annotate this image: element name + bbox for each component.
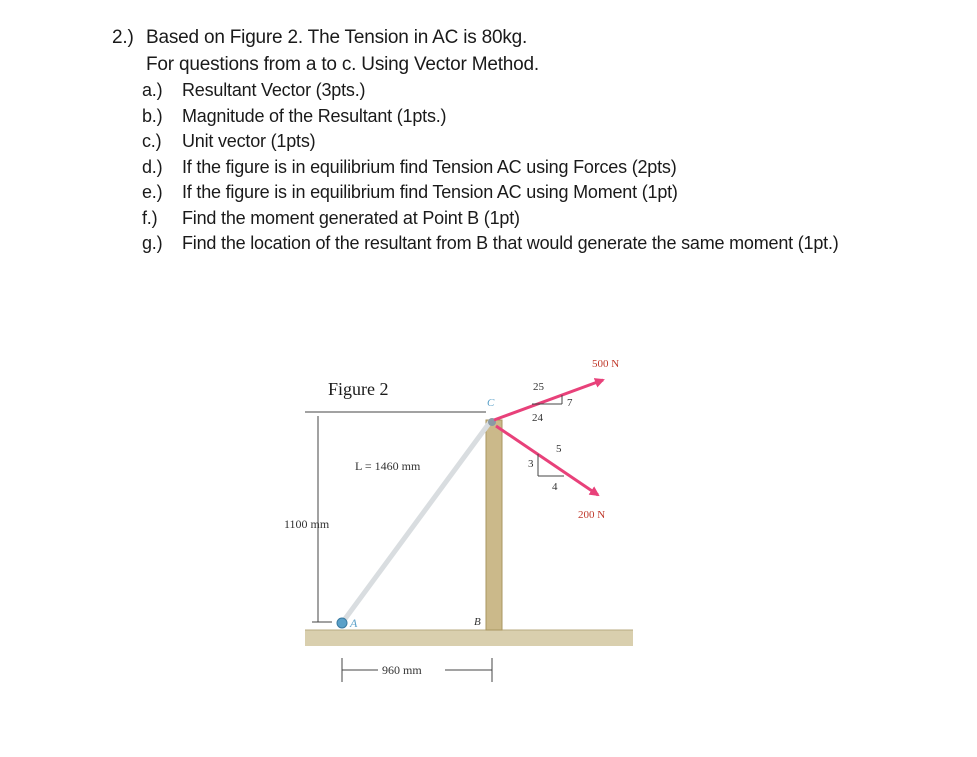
list-item [142,206,839,232]
item-label: b.) [142,105,163,126]
item-label: d.) [142,156,163,177]
slope-lower-horizontal-label: 4 [552,481,558,493]
point-b-label: B [474,616,481,628]
item-label: e.) [142,182,163,202]
slope-lower-hyp: 5 [556,443,562,455]
question-block [112,24,839,257]
length-label: L = 1460 mm [355,459,421,473]
question-header [112,24,839,51]
figure-diagram [270,340,670,710]
list-item [142,231,839,257]
force-500n-arrow [494,380,603,420]
item-text: Find the moment generated at Point B (1pt) [182,207,520,228]
figure-2 [270,340,670,710]
item-text: If the figure is in equilibrium find Tension AC using Forces (2pts) [182,156,677,177]
ground [305,630,633,646]
figure-title: Figure 2 [328,379,389,399]
list-item [142,78,839,104]
force-500n-label: 500 N [592,358,620,370]
point-c-label: C [487,397,495,409]
list-item [142,155,839,181]
list-item [142,129,839,155]
slope-lower-vertical-label: 3 [528,458,534,470]
question-list [112,78,839,257]
question-number: 2.) [112,27,134,48]
list-item [142,104,839,130]
item-text: Resultant Vector (3pts.) [182,80,366,100]
item-label: f.) [142,207,158,228]
item-label: a.) [142,80,163,100]
question-method: For questions from a to c. Using Vector Method. [146,54,539,75]
pin-a-icon [337,618,347,628]
height-label: 1100 mm [284,517,330,531]
item-text: Find the location of the resultant from B that would generate the same moment (1pt.) [182,233,839,253]
item-text: Unit vector (1pts) [182,131,316,151]
post [486,420,502,630]
question-intro: Based on Figure 2. The Tension in AC is 80kg. [146,27,528,48]
slope-upper-rise-label: 7 [567,397,573,409]
item-label: g.) [142,233,163,253]
item-text: If the figure is in equilibrium find Tension AC using Moment (1pt) [182,182,678,202]
list-item [142,180,839,206]
item-text: Magnitude of the Resultant (1pts.) [182,105,447,126]
cable-ac [342,422,490,623]
slope-upper-run-label: 24 [532,412,543,424]
item-label: c.) [142,131,162,151]
slope-upper-hyp: 25 [533,381,544,393]
point-a-label: A [350,616,358,630]
force-200n-label: 200 N [578,509,606,521]
base-label: 960 mm [382,663,422,677]
force-200n-arrow [496,426,598,495]
